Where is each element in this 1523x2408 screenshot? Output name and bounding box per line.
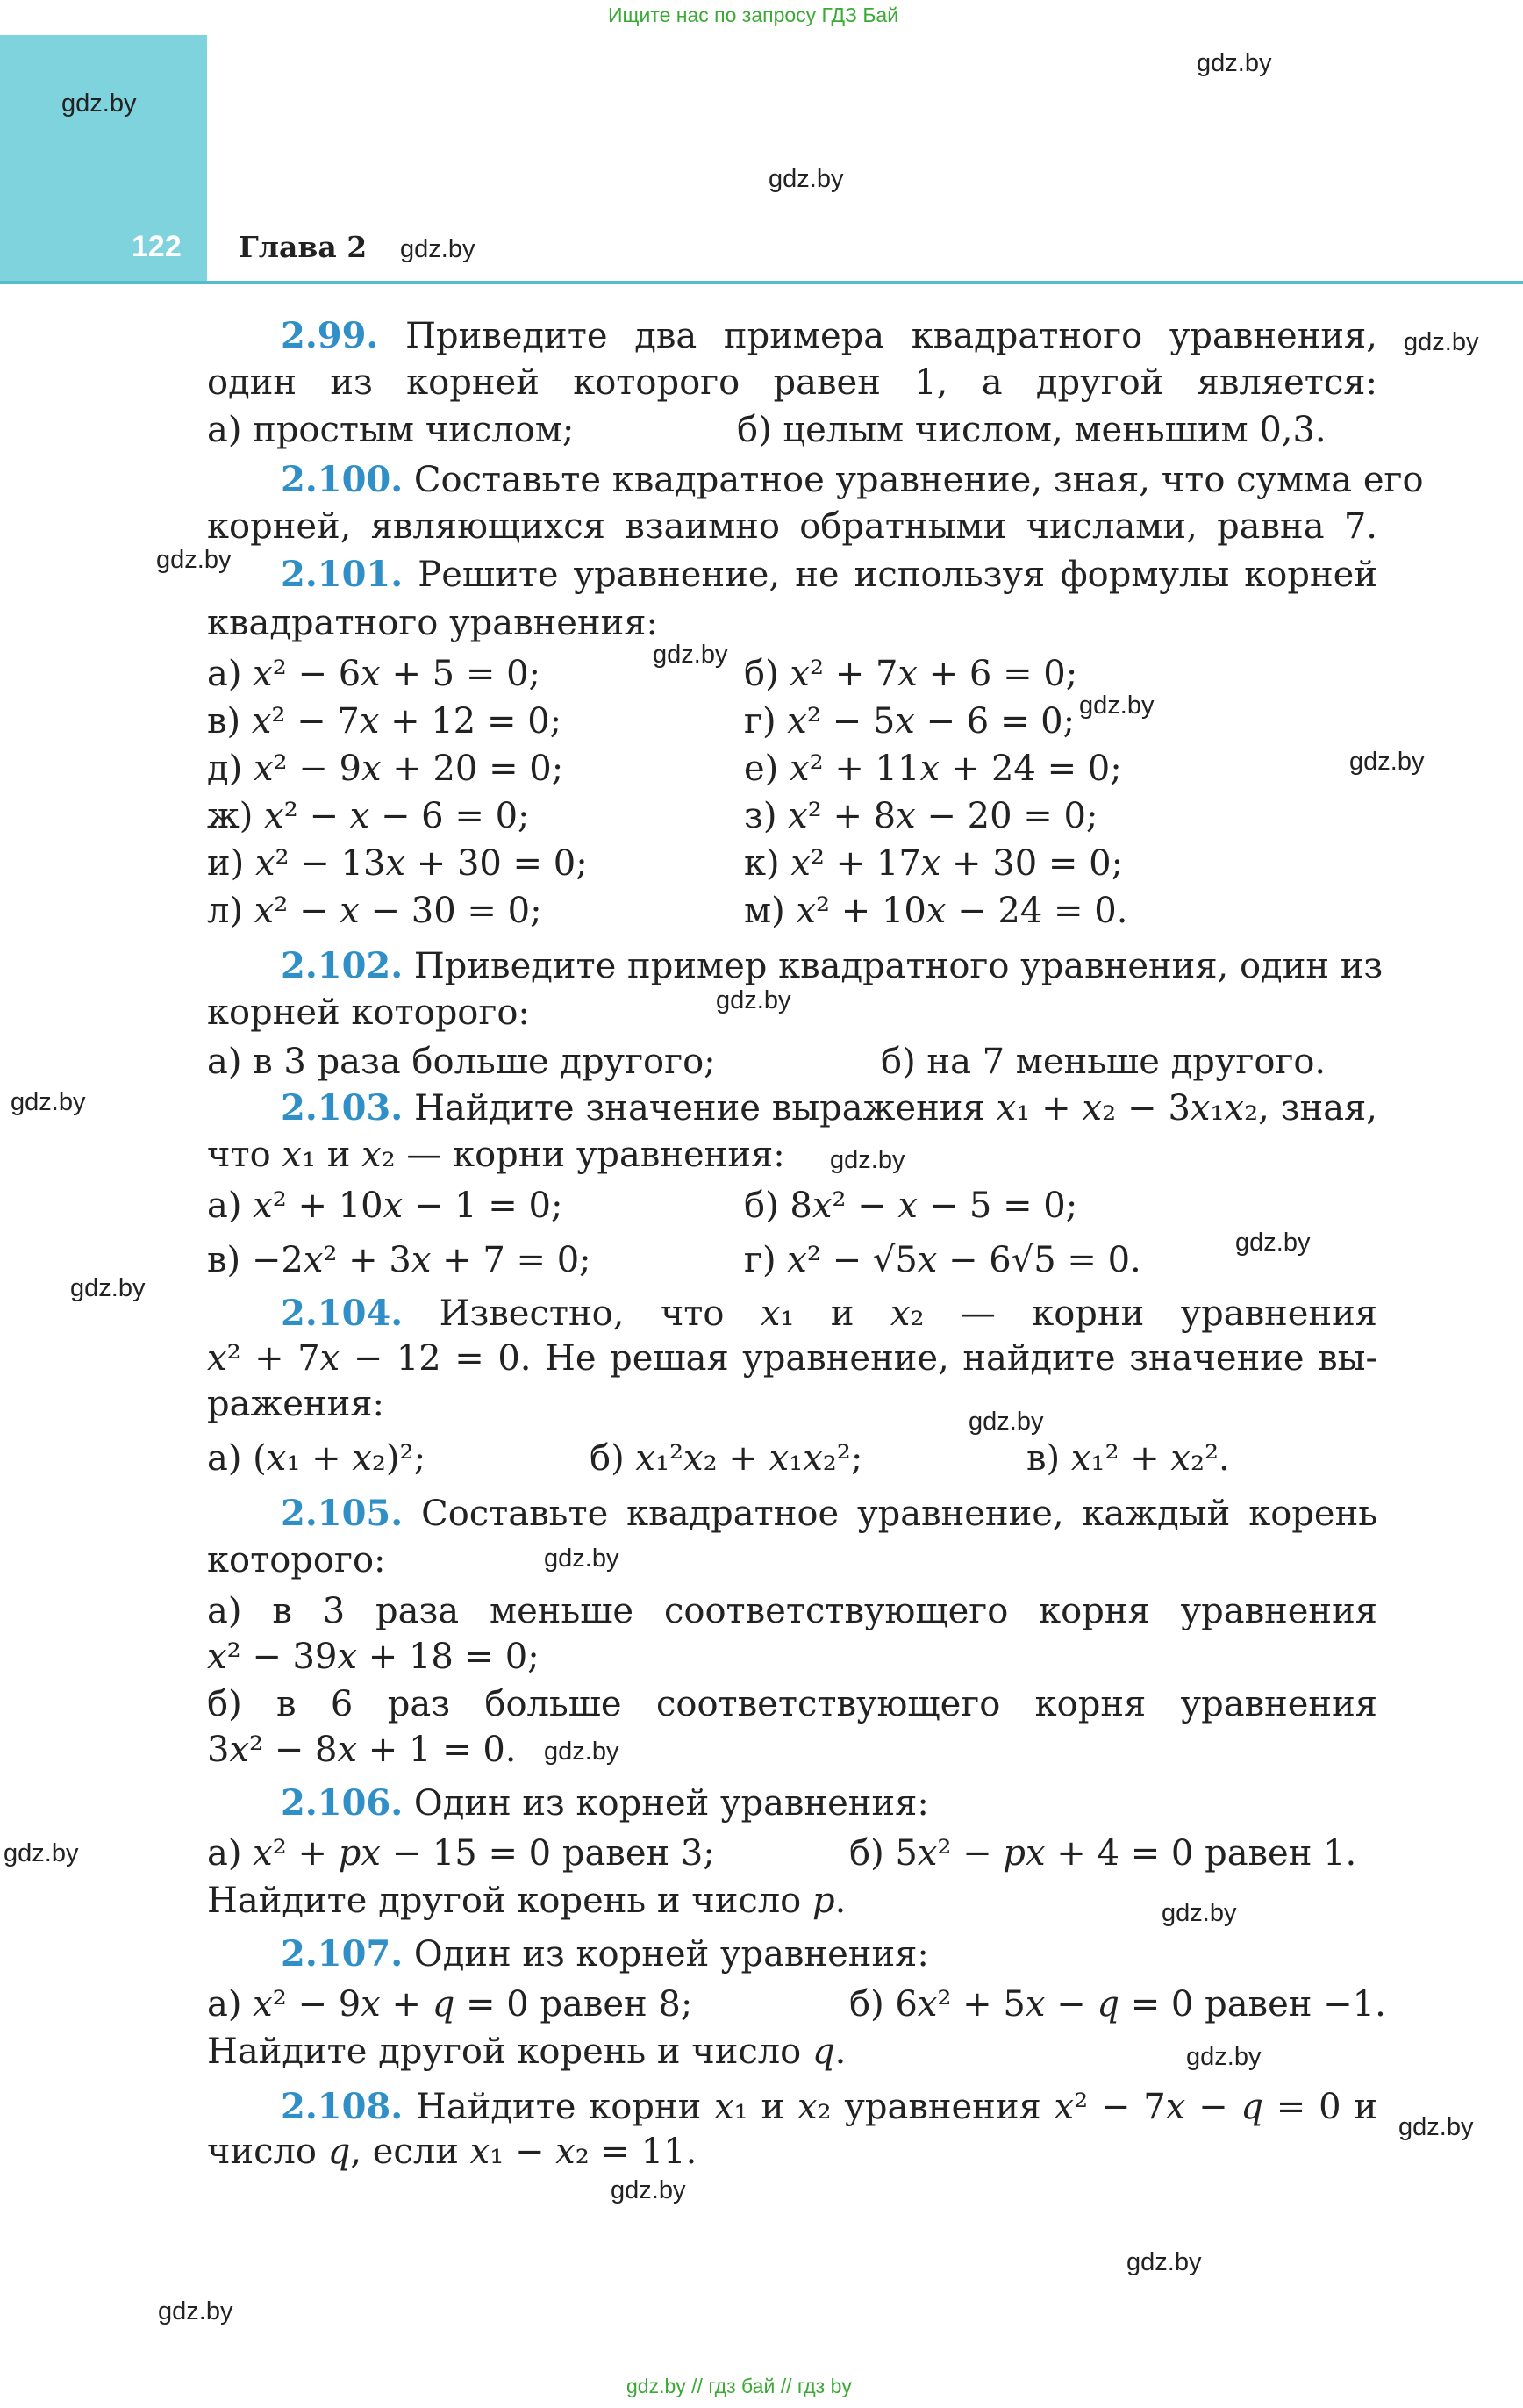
text-line: 2.101. Решите уравнение, не используя формулы корней: [281, 554, 1377, 595]
watermark: gdz.by: [653, 641, 728, 669]
text-line-column: а) простым числом;: [207, 410, 575, 450]
chapter-title: Глава 2: [239, 230, 368, 264]
text-line: которого:: [207, 1540, 386, 1580]
text-line-column: б) 5x² − px + 4 = 0 равен 1.: [849, 1833, 1357, 1874]
text-line-column: в) −2x² + 3x + 7 = 0;: [207, 1240, 591, 1280]
text-line: [207, 1831, 1377, 1877]
text-line-column: г) x² − 5x − 6 = 0;: [744, 701, 1076, 742]
text-line-column: е) x² + 11x + 24 = 0;: [744, 749, 1122, 789]
text-line: [207, 1982, 1386, 2028]
text-line: ражения:: [207, 1384, 384, 1424]
text-line-column: а) x² − 9x + q = 0 равен 8;: [207, 1984, 693, 2025]
text-line-column: м) x² + 10x − 24 = 0.: [744, 891, 1128, 931]
watermark: gdz.by: [400, 235, 475, 263]
text-line: 2.103. Найдите значение выражения x₁ + x₂ − 3x₁x₂, зная,: [281, 1087, 1378, 1129]
text-line-column: а) x² − 6x + 5 = 0;: [207, 654, 540, 694]
text-line-column: д) x² − 9x + 20 = 0;: [207, 749, 564, 789]
watermark: gdz.by: [1186, 2043, 1262, 2071]
text-line-column: в) x₁² + x₂².: [1026, 1438, 1230, 1479]
watermark: gdz.by: [1235, 1229, 1311, 1257]
watermark: gdz.by: [611, 2176, 686, 2204]
text-line: б) в 6 раз больше соответствующего корня уравнения: [207, 1684, 1377, 1724]
text-line: Найдите другой корень и число q.: [207, 2032, 847, 2072]
text-line-column: г) x² − √5x − 6√5 = 0.: [744, 1240, 1141, 1280]
text-line-column: ж) x² − x − 6 = 0;: [207, 796, 530, 836]
text-line: [207, 793, 1377, 840]
text-line-column: б) 8x² − x − 5 = 0;: [744, 1186, 1078, 1226]
text-line: 2.107. Один из корней уравнения:: [281, 1933, 929, 1974]
text-line: [207, 407, 1377, 454]
text-line: x² + 7x − 12 = 0. Не решая уравнение, найдите значение вы-: [207, 1338, 1377, 1379]
text-line-column: к) x² + 17x + 30 = 0;: [744, 843, 1124, 884]
watermark: gdz.by: [158, 2297, 233, 2326]
text-line: 2.106. Один из корней уравнения:: [281, 1782, 929, 1824]
watermark: gdz.by: [969, 1408, 1044, 1436]
watermark: gdz.by: [1349, 748, 1425, 776]
text-line: [207, 651, 1377, 698]
text-line: квадратного уравнения:: [207, 603, 658, 643]
watermark: gdz.by: [830, 1146, 905, 1174]
watermark: gdz.by: [544, 1738, 619, 1766]
text-line: [207, 1183, 1377, 1229]
text-line-column: б) 6x² + 5x − q = 0 равен −1.: [849, 1984, 1386, 2025]
text-line-column: а) x² + 10x − 1 = 0;: [207, 1186, 563, 1226]
text-line: 3x² − 8x + 1 = 0.: [207, 1730, 517, 1770]
watermark: gdz.by: [1197, 49, 1272, 77]
watermark: gdz.by: [11, 1088, 86, 1116]
bottom-banner: gdz.by // гдз бай // гдз by: [626, 2375, 852, 2397]
text-line: Найдите другой корень и число p.: [207, 1881, 847, 1921]
text-line: корней, являющихся взаимно обратными числами, равна 7.: [207, 506, 1377, 547]
watermark: gdz.by: [769, 165, 844, 193]
text-line: число q, если x₁ − x₂ = 11.: [207, 2132, 697, 2172]
text-line: [207, 1237, 1377, 1284]
watermark: gdz.by: [61, 90, 137, 118]
watermark: gdz.by: [4, 1839, 79, 1867]
text-line: [207, 746, 1377, 792]
text-line: что x₁ и x₂ — корни уравнения:: [207, 1135, 785, 1175]
watermark: gdz.by: [70, 1274, 146, 1302]
watermark: gdz.by: [156, 546, 232, 574]
text-line: корней которого:: [207, 993, 530, 1033]
text-line-column: а) (x₁ + x₂)²;: [207, 1438, 426, 1479]
text-line: [207, 1039, 1377, 1086]
watermark: gdz.by: [1404, 328, 1479, 356]
text-line: [207, 888, 1377, 935]
text-line: 2.104. Известно, что x₁ и x₂ — корни уравнения: [281, 1293, 1377, 1334]
text-line-column: б) целым числом, меньшим 0,3.: [737, 410, 1326, 450]
text-line: [207, 699, 1377, 745]
text-line-column: и) x² − 13x + 30 = 0;: [207, 843, 588, 884]
text-line: а) в 3 раза меньше соответствующего корня уравнения: [207, 1591, 1377, 1631]
text-line-column: б) на 7 меньше другого.: [881, 1042, 1326, 1082]
watermark: gdz.by: [1162, 1899, 1237, 1927]
text-line-column: б) x² + 7x + 6 = 0;: [744, 654, 1078, 694]
header-rule: [0, 281, 1523, 284]
text-line: [207, 1436, 1377, 1482]
text-line-column: в) x² − 7x + 12 = 0;: [207, 701, 562, 742]
text-line-column: л) x² − x − 30 = 0;: [207, 891, 542, 931]
watermark: gdz.by: [1079, 692, 1155, 720]
text-line: 2.108. Найдите корни x₁ и x₂ уравнения x² − 7x − q = 0 и: [281, 2086, 1378, 2127]
text-line: [207, 841, 1377, 887]
text-line-column: а) x² + px − 15 = 0 равен 3;: [207, 1833, 715, 1874]
text-line: 2.105. Составьте квадратное уравнение, каждый корень: [281, 1493, 1377, 1534]
text-line: 2.102. Приведите пример квадратного уравнения, один из: [281, 945, 1384, 986]
text-line: 2.100. Составьте квадратное уравнение, зная, что сумма его: [281, 459, 1424, 500]
text-line-column: б) x₁²x₂ + x₁x₂²;: [590, 1438, 863, 1479]
text-line: 2.99. Приведите два примера квадратного уравнения,: [281, 315, 1377, 356]
watermark: gdz.by: [1398, 2113, 1474, 2141]
watermark: gdz.by: [544, 1544, 619, 1573]
text-line: x² − 39x + 18 = 0;: [207, 1637, 540, 1677]
text-line: один из корней которого равен 1, а другой является:: [207, 362, 1377, 403]
watermark: gdz.by: [716, 986, 791, 1014]
top-banner: Ищите нас по запросу ГДЗ Бай: [608, 4, 899, 26]
text-line-column: а) в 3 раза больше другого;: [207, 1042, 716, 1082]
watermark: gdz.by: [1126, 2248, 1202, 2276]
text-line-column: з) x² + 8x − 20 = 0;: [744, 796, 1098, 836]
page-number: 122: [132, 230, 182, 263]
